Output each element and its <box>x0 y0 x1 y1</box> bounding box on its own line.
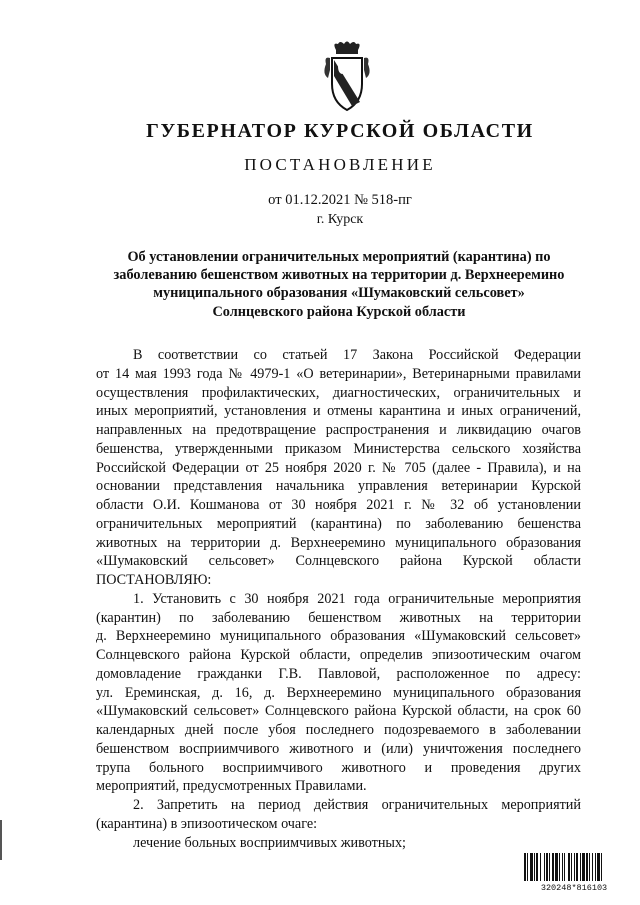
body-line: ПОСТАНОВЛЯЮ: <box>96 572 212 588</box>
body-line: «Шумаковский сельсовет» Солнцевского района Курской области <box>96 553 581 570</box>
body-line: направленных на предотвращение распространения и ликвидацию очагов <box>96 422 581 438</box>
body-line: (карантин) по заболеванию бешенством животных на территории <box>96 609 581 626</box>
body-line: В соответствии со статьей 17 Закона Российской Федерации <box>133 347 581 363</box>
body-line: «Шумаковский сельсовет» Солнцевского района Курской области, на срок 60 <box>96 703 581 720</box>
title-line: заболеванию бешенством животных на территории д. Верхнееремино <box>113 267 565 284</box>
body-line: ул. Ереминская, д. 16, д. Верхнееремино муниципального образования <box>96 684 581 701</box>
body-line: домовладение гражданки Г.В. Павловой, расположенное по адресу: <box>96 665 581 682</box>
body-line: мероприятий, предусмотренных Правилами. <box>96 778 367 795</box>
document-title <box>96 248 582 321</box>
issuing-authority: ГУБЕРНАТОР КУРСКОЙ ОБЛАСТИ <box>146 120 534 142</box>
document-place: г. Курск <box>316 212 364 227</box>
body-line: календарных дней после убоя последнего подозреваемого в заболевании <box>96 722 581 738</box>
body-line: бешенства, утвержденными приказом Министерства сельского хозяйства <box>96 440 581 457</box>
body-line: осуществления профилактических, диагностических, ограничительных и <box>96 384 581 401</box>
title-line: муниципального образования «Шумаковский сельсовет» <box>153 285 525 302</box>
body-line: Солнцевского района Курской области, определив эпизоотическим очагом <box>96 647 581 663</box>
body-line: от 14 мая 1993 года № 4979-1 «О ветеринарии», Ветеринарными правилами <box>96 365 581 382</box>
body-line: 2. Запретить на период действия ограничительных мероприятий <box>133 797 581 813</box>
barcode-number: 320248*816103 <box>540 883 608 892</box>
body-line: области О.И. Кошманова от 30 ноября 2021 г. № 32 об установлении <box>96 497 581 513</box>
barcode <box>522 852 626 892</box>
title-line: Об установлении ограничительных мероприятий (карантина) по <box>127 249 551 265</box>
body-line: лечение больных восприимчивых животных; <box>133 834 406 851</box>
body-line: ограничительных мероприятий (карантина) по заболеванию бешенства <box>96 515 581 532</box>
body-line: иных мероприятий, установления и отмены карантина и иных ограничений, <box>96 403 581 420</box>
body-line: Российской Федерации от 25 ноября 2020 г. № 705 (далее - Правила), и на <box>96 459 581 476</box>
body-line: трупа больного восприимчивого животного и проведения других <box>96 759 581 776</box>
body-line: бешенством восприимчивого животного и (или) уничтожения последнего <box>96 740 581 757</box>
body-line: животных на территории д. Верхнееремино муниципального образования <box>96 534 581 551</box>
document-type: ПОСТАНОВЛЕНИЕ <box>244 155 436 174</box>
body-line: основании представления начальника управления ветеринарии Курской <box>96 478 581 495</box>
title-line: Солнцевского района Курской области <box>212 303 466 320</box>
body-line: (карантина) в эпизоотическом очаге: <box>96 815 318 832</box>
body-line: 1. Установить с 30 ноября 2021 года ограничительные мероприятия <box>133 590 581 607</box>
scan-margin-mark <box>0 820 2 860</box>
document-body <box>96 346 581 852</box>
body-line: д. Верхнееремино муниципального образования «Шумаковский сельсовет» <box>96 628 581 645</box>
document-date-number: от 01.12.2021 № 518-пг <box>268 192 412 208</box>
coat-of-arms-icon <box>322 40 372 114</box>
